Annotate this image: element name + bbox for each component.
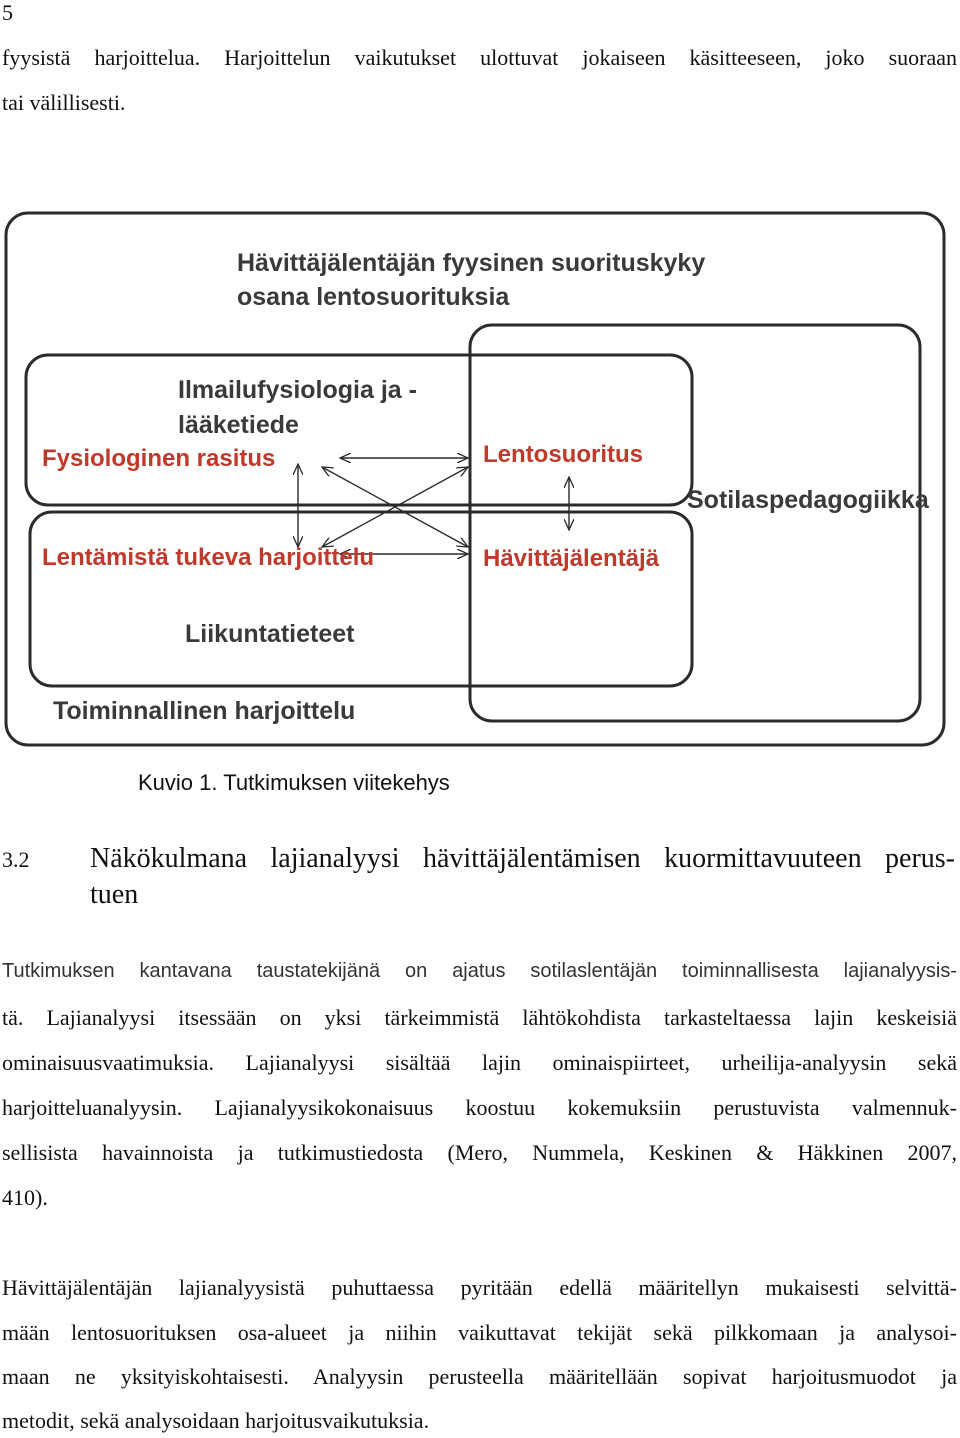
section-title-line-2: tuen <box>90 879 139 910</box>
label-toiminnallinen: Toiminnallinen harjoittelu <box>53 697 356 725</box>
figure-title-line-2: osana lentosuorituksia <box>237 283 510 311</box>
sport-sciences-box <box>30 512 692 686</box>
label-fysiologinen-rasitus: Fysiologinen rasitus <box>42 445 276 472</box>
section-title-line-1: Näkökulmana lajianalyysi hävittäjälentämisen kuormittavuuteen perus- <box>90 843 955 874</box>
para1-line-3: ominaisuusvaatimuksia. Lajianalyysi sisältää lajin ominaispiirteet, urheilija-analyysin sekä <box>2 1050 957 1075</box>
para1-line-4: harjoitteluanalyysin. Lajianalyysikokonaisuus koostuu kokemuksiin perustuvista valmennuk- <box>2 1095 957 1120</box>
intro-line-2: tai välillisesti. <box>2 90 126 115</box>
para1-line-5: sellisista havainnoista ja tutkimustiedosta (Mero, Nummela, Keskinen & Häkkinen 2007, <box>2 1140 957 1165</box>
label-lentosuoritus: Lentosuoritus <box>483 441 643 468</box>
figure-title-line-1: Hävittäjälentäjän fyysinen suorituskyky <box>237 249 706 277</box>
label-havittajalentaja: Hävittäjälentäjä <box>483 545 660 572</box>
intro-line-1: fyysistä harjoittelua. Harjoittelun vaikutukset ulottuvat jokaiseen käsitteeseen, joko suoraan <box>2 45 957 70</box>
para2-line-4: metodit, sekä analysoidaan harjoitusvaikutuksia. <box>2 1408 430 1433</box>
para1-line-2: tä. Lajianalyysi itsessään on yksi tärkeimmistä lähtökohdista tarkasteltaessa lajin keskeisiä <box>2 1005 957 1030</box>
label-liikuntatieteet: Liikuntatieteet <box>185 620 355 648</box>
para2-line-3: maan ne yksityiskohtaisesti. Analyysin perusteella määritellään sopivat harjoitusmuodot ja <box>2 1364 957 1389</box>
military-pedagogy-box <box>470 325 920 721</box>
para1-line-6: 410). <box>2 1185 48 1210</box>
para2-line-2: mään lentosuorituksen osa-alueet ja niihin vaikuttavat tekijät sekä pilkkomaan ja analysoi- <box>2 1320 957 1345</box>
page-number: 5 <box>2 0 13 25</box>
framework-figure <box>0 205 960 755</box>
label-ilmailu-line-1: Ilmailufysiologia ja - <box>178 376 417 404</box>
para1-line-1: Tutkimuksen kantavana taustatekijänä on ajatus sotilaslentäjän toiminnallisesta lajianalyysis- <box>2 960 957 982</box>
section-number: 3.2 <box>2 847 30 872</box>
label-sotilaspedagogiikka: Sotilaspedagogiikka <box>687 486 929 514</box>
para2-line-1: Hävittäjälentäjän lajianalyysistä puhuttaessa pyritään edellä määritellyn mukaisesti selvittä- <box>2 1275 957 1300</box>
figure-caption: Kuvio 1. Tutkimuksen viitekehys <box>138 770 450 795</box>
label-ilmailu-line-2: lääketiede <box>178 411 299 439</box>
label-lentamista-tukeva: Lentämistä tukeva harjoittelu <box>42 544 375 571</box>
